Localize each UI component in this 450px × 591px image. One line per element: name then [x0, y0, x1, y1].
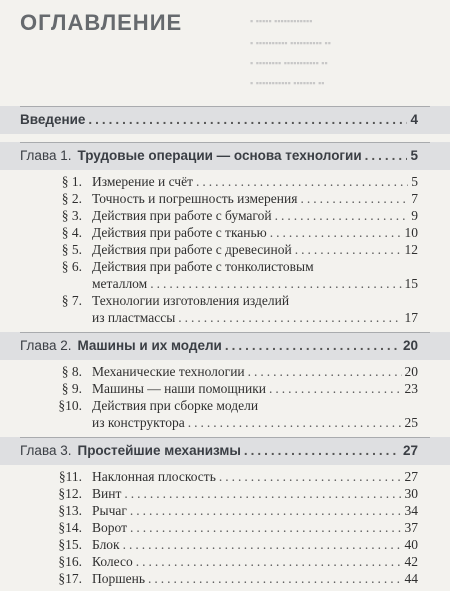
section-title: Колесо	[92, 554, 133, 569]
section-entry[interactable]	[20, 398, 418, 414]
leader-dots	[148, 571, 401, 587]
leader-dots	[130, 503, 402, 519]
divider	[20, 106, 430, 107]
section-number: §11.	[58, 469, 82, 484]
leader-dots	[225, 338, 400, 353]
divider	[20, 332, 430, 333]
section-title-line2: из пластмассы	[92, 310, 176, 325]
section-title: Действия при работе с тканью	[92, 225, 267, 240]
leader-dots	[188, 415, 402, 431]
section-number: §16.	[58, 554, 82, 569]
section-title: Действия при сборке модели	[92, 398, 259, 413]
section-number: § 5.	[61, 242, 82, 257]
section-title-line2: из конструктора	[92, 415, 185, 430]
section-number: §15.	[58, 537, 82, 552]
section-entry[interactable]	[20, 174, 418, 190]
toc-title: ОГЛАВЛЕНИЕ	[20, 10, 183, 35]
chapter-name: Машины и их модели	[77, 338, 222, 353]
leader-dots	[248, 364, 402, 380]
leader-dots	[178, 310, 401, 326]
section-title: Действия при работе с тонколистовым	[92, 259, 314, 274]
divider	[20, 437, 430, 438]
section-number: §17.	[58, 571, 82, 586]
section-page: 44	[404, 571, 418, 586]
chapter-page: 5	[410, 148, 418, 163]
leader-dots	[275, 208, 409, 224]
section-entry[interactable]	[20, 486, 418, 502]
section-entry[interactable]	[20, 225, 418, 241]
bleed-through-text: ▪ ▪▪▪▪▪▪▪▪▪▪ ▪▪▪▪▪▪▪▪▪▪ ▪▪	[250, 38, 331, 48]
section-page: 15	[404, 276, 418, 291]
section-page: 27	[404, 469, 418, 484]
section-entry[interactable]	[20, 191, 418, 207]
section-title: Рычаг	[92, 503, 127, 518]
section-title: Ворот	[92, 520, 127, 535]
section-title: Поршень	[92, 571, 146, 586]
intro-page: 4	[410, 112, 418, 127]
section-entry[interactable]	[20, 554, 418, 570]
leader-dots	[219, 469, 402, 485]
section-page: 40	[404, 537, 418, 552]
section-title: Измерение и счёт	[92, 174, 193, 189]
section-entry[interactable]	[20, 469, 418, 485]
section-entry[interactable]	[20, 503, 418, 519]
section-page: 37	[404, 520, 418, 535]
section-entry-continuation[interactable]	[92, 276, 418, 292]
leader-dots	[244, 443, 400, 458]
section-title: Винт	[92, 486, 122, 501]
leader-dots	[123, 537, 402, 553]
section-entry[interactable]	[20, 242, 418, 258]
section-title: Действия при работе с бумагой	[92, 208, 272, 223]
chapter-prefix: Глава 2.	[20, 338, 72, 353]
section-number: § 8.	[61, 364, 82, 379]
chapter-2-entry[interactable]	[20, 338, 418, 353]
section-number: § 9.	[61, 381, 82, 396]
section-entry[interactable]	[20, 364, 418, 380]
leader-dots	[196, 174, 408, 190]
leader-dots	[269, 381, 401, 397]
section-title-line2: металлом	[92, 276, 148, 291]
section-page: 5	[411, 174, 418, 189]
leader-dots	[136, 554, 402, 570]
section-page: 7	[411, 191, 418, 206]
section-title: Блок	[92, 537, 120, 552]
section-number: §10.	[58, 398, 82, 413]
section-title: Точность и погрешность измерения	[92, 191, 298, 206]
section-number: § 1.	[61, 174, 82, 189]
leader-dots	[88, 112, 407, 127]
section-entry-continuation[interactable]	[92, 415, 418, 431]
section-page: 23	[404, 381, 418, 396]
section-page: 10	[404, 225, 418, 240]
section-entry-continuation[interactable]	[92, 310, 418, 326]
section-page: 9	[411, 208, 418, 223]
divider	[20, 142, 430, 143]
section-entry[interactable]	[20, 571, 418, 587]
chapter-page: 20	[402, 338, 418, 353]
section-number: § 6.	[61, 259, 82, 274]
section-number: § 3.	[61, 208, 82, 223]
leader-dots	[130, 520, 402, 536]
leader-dots	[150, 276, 401, 292]
section-entry[interactable]	[20, 259, 418, 275]
section-title: Технологии изготовления изделий	[92, 293, 290, 308]
section-number: §13.	[58, 503, 82, 518]
leader-dots	[124, 486, 401, 502]
section-page: 42	[404, 554, 418, 569]
section-page: 12	[404, 242, 418, 257]
section-entry[interactable]	[20, 293, 418, 309]
intro-label: Введение	[20, 112, 86, 127]
section-page: 34	[404, 503, 418, 518]
chapter-prefix: Глава 1.	[20, 148, 72, 163]
bleed-through-text: ▪ ▪▪▪▪▪ ▪▪▪▪▪▪▪▪▪▪▪▪	[250, 16, 313, 26]
section-title: Наклонная плоскость	[92, 469, 216, 484]
section-page: 20	[404, 364, 418, 379]
section-page: 17	[404, 310, 418, 325]
section-number: §12.	[58, 486, 82, 501]
bleed-through-text: ▪ ▪▪▪▪▪▪▪▪▪▪▪ ▪▪▪▪▪▪▪ ▪▪	[250, 78, 325, 88]
section-number: § 2.	[61, 191, 82, 206]
chapter-1-entry[interactable]	[20, 148, 418, 163]
section-number: §14.	[58, 520, 82, 535]
section-title: Действия при работе с древесиной	[92, 242, 292, 257]
section-entry[interactable]	[20, 520, 418, 536]
chapter-prefix: Глава 3.	[20, 443, 72, 458]
leader-dots	[365, 148, 408, 163]
chapter-3-entry[interactable]	[20, 443, 418, 458]
section-title: Механические технологии	[92, 364, 245, 379]
intro-entry[interactable]	[20, 112, 418, 127]
section-entry[interactable]	[20, 208, 418, 224]
leader-dots	[295, 242, 402, 258]
chapter-name: Простейшие механизмы	[77, 443, 241, 458]
section-page: 30	[404, 486, 418, 501]
leader-dots	[300, 191, 408, 207]
section-page: 25	[404, 415, 418, 430]
bleed-through-text: ▪ ▪▪▪▪▪▪▪▪ ▪▪▪▪▪▪▪▪▪▪▪ ▪▪	[250, 58, 328, 68]
section-number: § 7.	[61, 293, 82, 308]
section-number: § 4.	[61, 225, 82, 240]
section-entry[interactable]	[20, 537, 418, 553]
section-entry[interactable]	[20, 381, 418, 397]
chapter-name: Трудовые операции — основа технологии	[77, 148, 362, 163]
section-title: Машины — наши помощники	[92, 381, 267, 396]
chapter-page: 27	[402, 443, 418, 458]
leader-dots	[270, 225, 402, 241]
